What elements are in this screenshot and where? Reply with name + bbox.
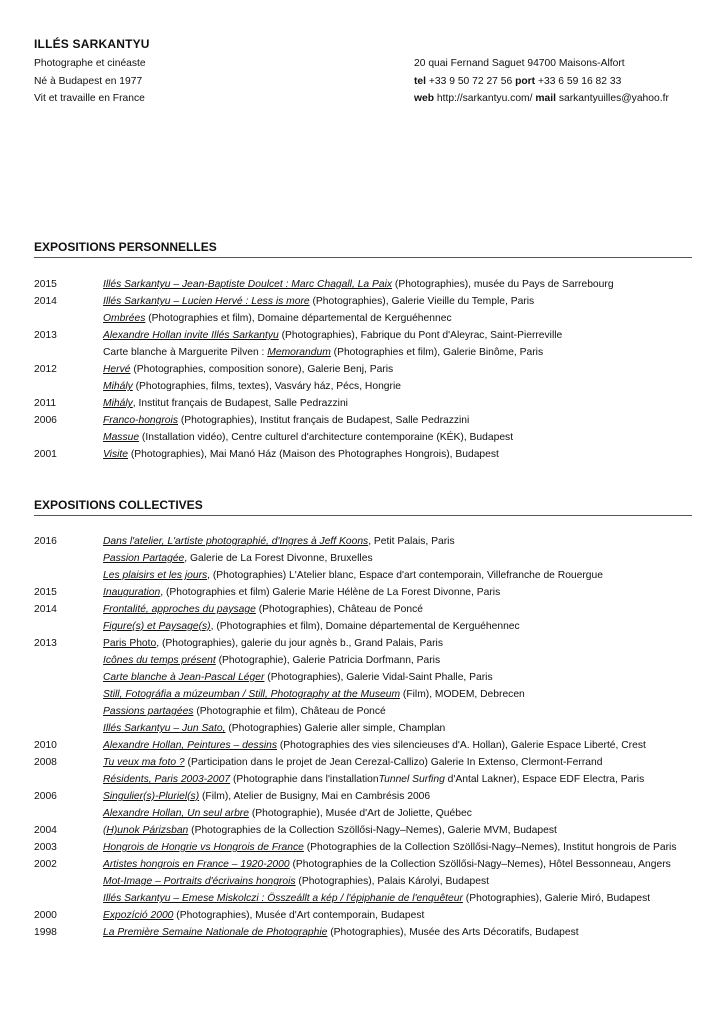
exhibition-year: 2014 — [34, 604, 57, 615]
exhibition-title: Hongrois de Hongrie vs Hongrois de France — [103, 842, 304, 853]
exhibition-title: Still, Fotográfia a múzeumban / Still, Photography at the Museum — [103, 689, 401, 700]
exhibition-title: Les plaisirs et les jours — [103, 570, 208, 581]
exhibition-title: Memorandum — [267, 347, 331, 358]
exhibition-prefix: Carte blanche à Marguerite Pilven : — [103, 347, 268, 358]
mail-link[interactable]: sarkantyuilles@yahoo.fr — [558, 93, 669, 104]
exhibition-details: (Photographies), Institut français de Budapest, Salle Pedrazzini — [177, 415, 470, 426]
residence-info: Vit et travaille en France — [34, 93, 145, 104]
exhibition-text — [103, 771, 644, 788]
exhibition-year: 2016 — [34, 536, 57, 547]
exhibition-text — [103, 703, 386, 720]
exhibition-row — [34, 924, 694, 941]
exhibition-title: (H)unok Párizsban — [103, 825, 189, 836]
exhibition-row — [34, 703, 694, 720]
exhibition-year: 2013 — [34, 638, 57, 649]
exhibition-text — [103, 533, 455, 550]
exhibition-text — [103, 907, 424, 924]
section-rule-personal — [34, 257, 692, 258]
exhibition-details: (Photographies de la Collection Szöllősi-Nagy–Nemes), Galerie MVM, Budapest — [188, 825, 557, 836]
exhibition-title: Illés Sarkantyu – Emese Miskolczi : Összeállt a kép / l'épiphanie de l'enquêteur — [103, 893, 463, 904]
exhibition-row — [34, 429, 694, 446]
exhibition-title: Mihály — [103, 381, 133, 392]
profession: Photographe et cinéaste — [34, 58, 146, 69]
exhibition-row — [34, 754, 694, 771]
exhibition-details: , (Photographies) L'Atelier blanc, Espace d'art contemporain, Villefranche de Rouergue — [207, 570, 603, 581]
exhibition-details: (Photographies), Galerie Vieille du Temple, Paris — [309, 296, 535, 307]
exhibition-row — [34, 635, 694, 652]
exhibition-details: (Photographies de la Collection Szöllősi-Nagy–Nemes), Hôtel Bessonneau, Angers — [289, 859, 671, 870]
exhibition-details: , (Photographies), galerie du jour agnès b., Grand Palais, Paris — [156, 638, 443, 649]
exhibition-year: 2015 — [34, 587, 57, 598]
exhibition-text — [103, 412, 469, 429]
exhibition-text — [103, 890, 650, 907]
port-label: port — [515, 75, 536, 87]
exhibition-title: Illés Sarkantyu – Lucien Hervé : Less is more — [103, 296, 310, 307]
exhibition-year: 2012 — [34, 364, 57, 375]
exhibition-row — [34, 293, 694, 310]
exhibition-text — [103, 446, 499, 463]
exhibition-row — [34, 412, 694, 429]
exhibition-details: (Photographies), Palais Károlyi, Budapest — [295, 876, 490, 887]
exhibition-row — [34, 584, 694, 601]
exhibition-row — [34, 533, 694, 550]
exhibition-text — [103, 567, 603, 584]
exhibition-title: Dans l'atelier, L'artiste photographié, d'Ingres à Jeff Koons — [103, 536, 369, 547]
exhibition-row — [34, 567, 694, 584]
exhibition-title: Mihály — [103, 398, 133, 409]
exhibition-year: 2014 — [34, 296, 57, 307]
exhibition-details: (Photographies), Galerie Vidal-Saint Phalle, Paris — [264, 672, 493, 683]
exhibition-title: Singulier(s)-Pluriel(s) — [103, 791, 200, 802]
web-line — [414, 90, 669, 108]
exhibition-details: , (Photographies et film) Galerie Marie Hélène de La Forest Divonne, Paris — [160, 587, 501, 598]
exhibition-text — [103, 635, 443, 652]
exhibition-details: (Photographies des vies silencieuses d'A. Hollan), Galerie Espace Liberté, Crest — [277, 740, 646, 751]
exhibition-details: (Photographies), Musée des Arts Décoratifs, Budapest — [327, 927, 579, 938]
web-link[interactable]: http://sarkantyu.com/ — [436, 93, 533, 104]
exhibition-title: Résidents, Paris 2003-2007 — [103, 774, 231, 785]
exhibition-row — [34, 907, 694, 924]
exhibition-title: Alexandre Hollan, Un seul arbre — [103, 808, 249, 819]
exhibition-text — [103, 737, 646, 754]
exhibition-text — [103, 839, 676, 856]
exhibition-text — [103, 856, 671, 873]
exhibition-text — [103, 924, 579, 941]
exhibition-row — [34, 856, 694, 873]
exhibition-row — [34, 873, 694, 890]
exhibition-year: 2000 — [34, 910, 57, 921]
exhibition-text — [103, 720, 445, 737]
exhibition-title: Tu veux ma foto ? — [103, 757, 185, 768]
section-title-personal: EXPOSITIONS PERSONNELLES — [34, 240, 217, 254]
exhibition-year: 2010 — [34, 740, 57, 751]
exhibition-row — [34, 601, 694, 618]
exhibition-details: (Photographie dans l'installation — [230, 774, 379, 785]
exhibition-row — [34, 720, 694, 737]
exhibition-row — [34, 395, 694, 412]
exhibition-text — [103, 550, 373, 567]
section-rule-collective — [34, 515, 692, 516]
exhibition-title: Illés Sarkantyu – Jun Sato, — [103, 723, 226, 734]
exhibition-row — [34, 361, 694, 378]
exhibition-text — [103, 276, 614, 293]
exhibition-title: Carte blanche à Jean-Pascal Léger — [103, 672, 265, 683]
exhibition-text — [103, 754, 602, 771]
exhibition-text — [103, 873, 489, 890]
exhibition-text — [103, 584, 500, 601]
exhibition-details: , Institut français de Budapest, Salle Pedrazzini — [132, 398, 348, 409]
birth-info: Né à Budapest en 1977 — [34, 75, 143, 87]
exhibition-row — [34, 669, 694, 686]
collective-exhibitions-list — [34, 533, 694, 941]
exhibition-text — [103, 361, 393, 378]
exhibition-row — [34, 839, 694, 856]
exhibition-row — [34, 310, 694, 327]
exhibition-title: Frontalité, approches du paysage — [103, 604, 256, 615]
exhibition-details: (Photographies), Fabrique du Pont d'Aleyrac, Saint-Pierreville — [278, 330, 563, 341]
exhibition-row — [34, 276, 694, 293]
exhibition-text — [103, 395, 348, 412]
tel-number: +33 9 50 72 27 56 — [428, 75, 513, 87]
tel-label: tel — [414, 75, 427, 87]
exhibition-year: 2003 — [34, 842, 57, 853]
mail-label: mail — [535, 93, 556, 104]
exhibition-title: Mot-Image – Portraits d'écrivains hongrois — [103, 876, 296, 887]
exhibition-row — [34, 344, 694, 361]
personal-exhibitions-list — [34, 276, 694, 463]
exhibition-year: 2008 — [34, 757, 57, 768]
exhibition-text — [103, 429, 513, 446]
exhibition-title: Passion Partagée — [103, 553, 185, 564]
exhibition-text — [103, 618, 520, 635]
exhibition-title: Alexandre Hollan, Peintures – dessins — [103, 740, 278, 751]
web-label: web — [414, 93, 435, 104]
exhibition-details: (Photographie et film), Château de Poncé — [193, 706, 386, 717]
exhibition-details: (Photographies), Château de Poncé — [255, 604, 423, 615]
exhibition-text — [103, 805, 472, 822]
exhibition-details: (Installation vidéo), Centre culturel d'architecture contemporaine (KÉK), Budapest — [139, 432, 514, 443]
exhibition-details: (Photographies et film), Domaine départemental de Kerguéhennec — [145, 313, 452, 324]
exhibition-details: (Photographie), Galerie Patricia Dorfmann, Paris — [215, 655, 441, 666]
exhibition-text — [103, 310, 452, 327]
exhibition-text — [103, 344, 543, 361]
exhibition-row — [34, 771, 694, 788]
exhibition-details: (Film), MODEM, Debrecen — [400, 689, 525, 700]
exhibition-title: Ombrées — [103, 313, 146, 324]
exhibition-details-cont: d'Antal Lakner), Espace EDF Electra, Paris — [444, 774, 645, 785]
exhibition-row — [34, 446, 694, 463]
exhibition-text — [103, 378, 401, 395]
exhibition-title: La Première Semaine Nationale de Photographie — [103, 927, 328, 938]
exhibition-year: 1998 — [34, 927, 57, 938]
exhibition-title: Paris Photo — [103, 638, 157, 649]
exhibition-title: Figure(s) et Paysage(s) — [103, 621, 211, 632]
cv-name: ILLÉS SARKANTYU — [34, 37, 150, 51]
exhibition-year: 2006 — [34, 791, 57, 802]
exhibition-title: Icônes du temps présent — [103, 655, 216, 666]
exhibition-details: (Photographies, films, textes), Vasváry ház, Pécs, Hongrie — [132, 381, 401, 392]
exhibition-title: Alexandre Hollan invite Illés Sarkantyu — [103, 330, 279, 341]
address: 20 quai Fernand Saguet 94700 Maisons-Alfort — [414, 58, 625, 69]
exhibition-text — [103, 293, 534, 310]
exhibition-text — [103, 788, 430, 805]
exhibition-row — [34, 618, 694, 635]
exhibition-title: Franco-hongrois — [103, 415, 178, 426]
exhibition-row — [34, 822, 694, 839]
exhibition-text — [103, 601, 423, 618]
exhibition-details: (Photographies, composition sonore), Galerie Benj, Paris — [130, 364, 394, 375]
exhibition-text — [103, 822, 557, 839]
exhibition-row — [34, 550, 694, 567]
section-title-collective: EXPOSITIONS COLLECTIVES — [34, 498, 203, 512]
exhibition-title: Artistes hongrois en France – 1920-2000 — [103, 859, 290, 870]
exhibition-row — [34, 890, 694, 907]
exhibition-details: (Participation dans le projet de Jean Cerezal-Callizo) Galerie In Extenso, Clermont-Ferrand — [184, 757, 603, 768]
phone-line — [414, 73, 669, 91]
exhibition-year: 2002 — [34, 859, 57, 870]
exhibition-year: 2001 — [34, 449, 57, 460]
exhibition-title: Illés Sarkantyu – Jean-Baptiste Doulcet : Marc Chagall, La Paix — [103, 279, 393, 290]
exhibition-year: 2004 — [34, 825, 57, 836]
exhibition-year: 2015 — [34, 279, 57, 290]
exhibition-year: 2006 — [34, 415, 57, 426]
exhibition-title: Passions partagées — [103, 706, 194, 717]
exhibition-text — [103, 327, 562, 344]
exhibition-text — [103, 686, 525, 703]
exhibition-details: (Photographies), Musée d'Art contemporain, Budapest — [173, 910, 425, 921]
exhibition-details: (Film), Atelier de Busigny, Mai en Cambrésis 2006 — [199, 791, 431, 802]
exhibition-title: Inauguration — [103, 587, 161, 598]
exhibition-details: , Petit Palais, Paris — [368, 536, 455, 547]
exhibition-year: 2013 — [34, 330, 57, 341]
exhibition-text — [103, 652, 440, 669]
exhibition-row — [34, 737, 694, 754]
exhibition-details: (Photographies), Mai Manó Ház (Maison des Photographes Hongrois), Budapest — [128, 449, 499, 460]
exhibition-row — [34, 805, 694, 822]
exhibition-row — [34, 788, 694, 805]
exhibition-title: Massue — [103, 432, 140, 443]
exhibition-row — [34, 652, 694, 669]
exhibition-year: 2011 — [34, 398, 57, 409]
exhibition-details: (Photographies), musée du Pays de Sarrebourg — [392, 279, 614, 290]
exhibition-details: (Photographies) Galerie aller simple, Champlan — [225, 723, 446, 734]
exhibition-title: Hervé — [103, 364, 131, 375]
exhibition-details: , Galerie de La Forest Divonne, Bruxelles — [184, 553, 373, 564]
exhibition-row — [34, 686, 694, 703]
exhibition-row — [34, 327, 694, 344]
exhibition-details: (Photographies de la Collection Szöllősi-Nagy–Nemes), Institut hongrois de Paris — [303, 842, 677, 853]
port-number: +33 6 59 16 82 33 — [537, 75, 622, 87]
personal-info — [34, 55, 146, 108]
exhibition-row — [34, 378, 694, 395]
exhibition-title: Expozíció 2000 — [103, 910, 174, 921]
exhibition-details: (Photographie), Musée d'Art de Joliette, Québec — [248, 808, 472, 819]
exhibition-text — [103, 669, 493, 686]
exhibition-details: (Photographies et film), Galerie Binôme, Paris — [330, 347, 544, 358]
exhibition-work-title: Tunnel Surfing — [378, 774, 445, 785]
contact-info — [414, 55, 669, 108]
exhibition-details: , (Photographies et film), Domaine départemental de Kerguéhennec — [210, 621, 520, 632]
exhibition-title: Visite — [103, 449, 128, 460]
exhibition-details: (Photographies), Galerie Miró, Budapest — [462, 893, 651, 904]
